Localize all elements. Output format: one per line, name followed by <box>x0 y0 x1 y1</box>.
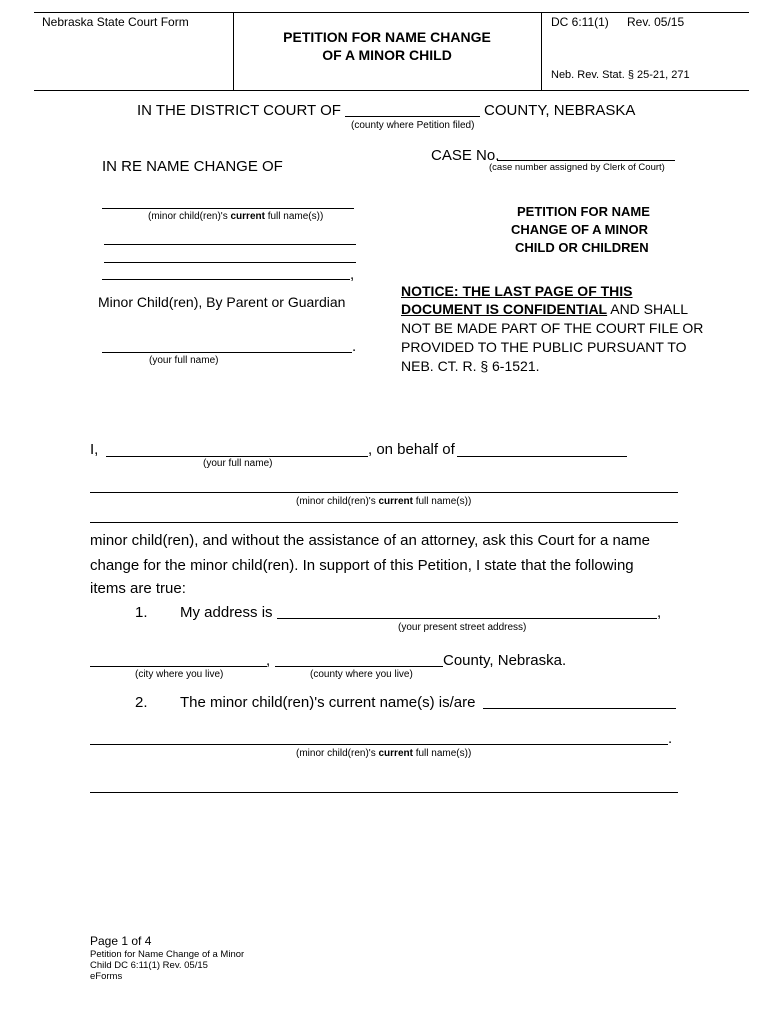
paragraph-line1: minor child(ren), and without the assistance of an attorney, ask this Court for a name <box>90 532 650 549</box>
county-live-field[interactable] <box>275 666 443 667</box>
header-title-line2: OF A MINOR CHILD <box>322 47 452 63</box>
behalf-child-field-3[interactable] <box>90 522 678 523</box>
form-number: DC 6:11(1) <box>551 15 609 29</box>
child-name-field-2[interactable] <box>104 244 356 245</box>
page-number: Page 1 of 4 <box>90 934 152 948</box>
child-name-field-4[interactable] <box>102 279 350 280</box>
on-behalf-label: , on behalf of <box>368 441 455 458</box>
city-field[interactable] <box>90 666 267 667</box>
item2-period: . <box>668 730 673 747</box>
current-name-field-2[interactable] <box>90 744 668 745</box>
doc-title-line3: CHILD OR CHILDREN <box>515 240 649 255</box>
in-re-label: IN RE NAME CHANGE OF <box>102 158 283 175</box>
paragraph-line3: items are true: <box>90 580 186 597</box>
item1-label: My address is <box>180 604 273 621</box>
doc-title-line1: PETITION FOR NAME <box>517 204 650 219</box>
current-name-field-3[interactable] <box>90 792 678 793</box>
petitioner-name-field[interactable] <box>106 456 368 457</box>
county-nebraska-label: County, Nebraska. <box>443 652 567 669</box>
court-prefix: IN THE DISTRICT COURT OF <box>137 102 341 119</box>
behalf-child-field[interactable] <box>457 456 627 457</box>
footer-line3: eForms <box>90 971 123 982</box>
current-name-field-1[interactable] <box>483 708 676 709</box>
child-name-hint: (minor child(ren)'s current full name(s)) <box>148 211 324 222</box>
street-address-field[interactable] <box>277 618 657 619</box>
caption-period: . <box>352 338 357 355</box>
notice-line1: NOTICE: THE LAST PAGE OF THIS <box>401 283 633 299</box>
city-hint: (city where you live) <box>135 669 224 680</box>
form-revision: Rev. 05/15 <box>627 15 685 29</box>
parent-name-hint: (your full name) <box>149 355 219 366</box>
notice-line3: NOT BE MADE PART OF THE COURT FILE OR <box>401 320 704 336</box>
notice-line4: PROVIDED TO THE PUBLIC PURSUANT TO <box>401 339 687 355</box>
notice-line2: DOCUMENT IS CONFIDENTIAL AND SHALL <box>401 301 689 317</box>
child-name-field-3[interactable] <box>104 262 356 263</box>
city-comma: , <box>266 652 271 669</box>
item2-number: 2. <box>135 694 148 711</box>
behalf-child-hint: (minor child(ren)'s current full name(s)) <box>296 496 472 507</box>
caption-comma: , <box>350 266 355 283</box>
court-suffix: COUNTY, NEBRASKA <box>484 102 636 119</box>
minor-children-label: Minor Child(ren), By Parent or Guardian <box>98 294 346 310</box>
street-address-hint: (your present street address) <box>398 622 527 633</box>
item1-comma: , <box>657 604 662 621</box>
paragraph-line2: change for the minor child(ren). In support of this Petition, I state that the following <box>90 557 634 574</box>
footer-line2: Child DC 6:11(1) Rev. 05/15 <box>90 960 208 971</box>
item2-label: The minor child(ren)'s current name(s) is/are <box>180 694 476 711</box>
current-name-hint: (minor child(ren)'s current full name(s)) <box>296 748 472 759</box>
statute-reference: Neb. Rev. Stat. § 25-21, 271 <box>551 69 690 81</box>
footer-line1: Petition for Name Change of a Minor <box>90 949 245 960</box>
item1-number: 1. <box>135 604 148 621</box>
case-number-field[interactable] <box>497 160 675 161</box>
case-number-label: CASE No. <box>431 147 500 164</box>
behalf-child-field-2[interactable] <box>90 492 678 493</box>
parent-name-field[interactable] <box>102 352 352 353</box>
header-title-line1: PETITION FOR NAME CHANGE <box>283 29 491 45</box>
form-source-label: Nebraska State Court Form <box>42 15 189 29</box>
case-number-hint: (case number assigned by Clerk of Court) <box>489 162 665 173</box>
county-live-hint: (county where you live) <box>310 669 413 680</box>
doc-title-line2: CHANGE OF A MINOR <box>511 222 648 237</box>
county-field[interactable] <box>345 116 480 117</box>
notice-line5: NEB. CT. R. § 6-1521. <box>401 358 540 374</box>
i-label: I, <box>90 441 99 458</box>
child-name-field-1[interactable] <box>102 208 354 209</box>
petitioner-name-hint: (your full name) <box>203 458 273 469</box>
county-hint: (county where Petition filed) <box>351 120 475 131</box>
